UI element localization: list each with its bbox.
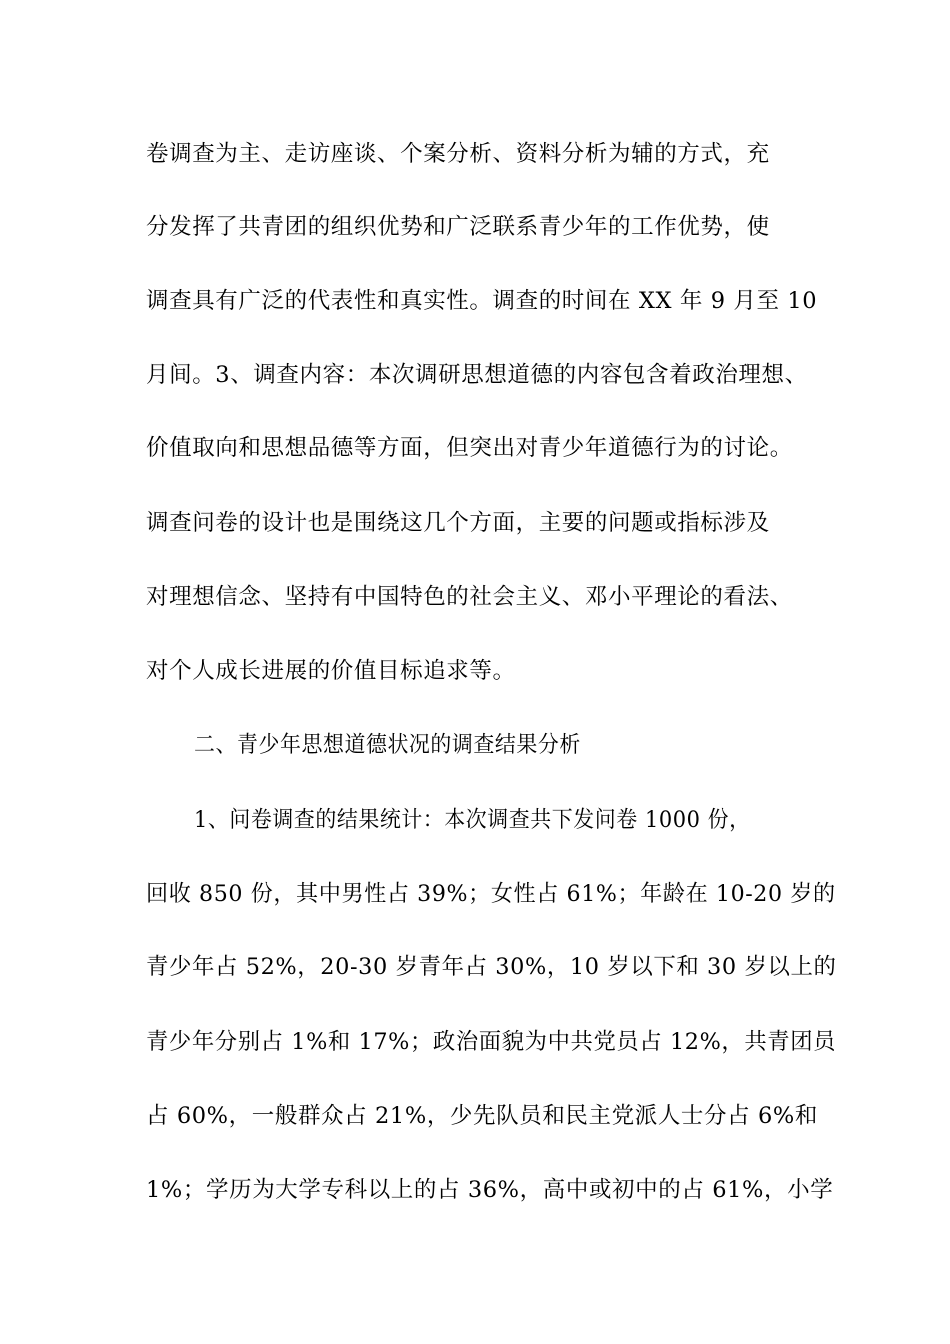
text-line: 调查具有广泛的代表性和真实性。调查的时间在 XX 年 9 月至 10 xyxy=(146,288,818,314)
text-line: 价值取向和思想品德等方面，但突出对青少年道德行为的讨论。 xyxy=(146,435,793,461)
text-line: 卷调查为主、走访座谈、个案分析、资料分析为辅的方式，充 xyxy=(146,141,770,167)
text-line: 调查问卷的设计也是围绕这几个方面，主要的问题或指标涉及 xyxy=(146,510,770,536)
text-line: 分发挥了共青团的组织优势和广泛联系青少年的工作优势，使 xyxy=(146,214,770,240)
text-line: 青少年分别占 1%和 17%；政治面貌为中共党员占 12%，共青团员 xyxy=(146,1029,837,1055)
text-line: 占 60%，一般群众占 21%，少先队员和民主党派人士分占 6%和 xyxy=(146,1103,818,1129)
text-line: 1、问卷调查的结果统计：本次调查共下发问卷 1000 份， xyxy=(194,807,751,833)
text-line: 月间。3、调查内容：本次调研思想道德的内容包含着政治理想、 xyxy=(146,362,808,388)
text-line: 对理想信念、坚持有中国特色的社会主义、邓小平理论的看法、 xyxy=(146,584,793,610)
text-line: 1%；学历为大学专科以上的占 36%，高中或初中的占 61%，小学 xyxy=(146,1177,834,1203)
section-heading: 二、青少年思想道德状况的调查结果分析 xyxy=(194,732,581,758)
text-line: 回收 850 份，其中男性占 39%；女性占 61%；年龄在 10-20 岁的 xyxy=(146,881,836,907)
text-line: 青少年占 52%，20-30 岁青年占 30%，10 岁以下和 30 岁以上的 xyxy=(146,954,837,980)
text-line: 对个人成长进展的价值目标追求等。 xyxy=(146,658,516,684)
